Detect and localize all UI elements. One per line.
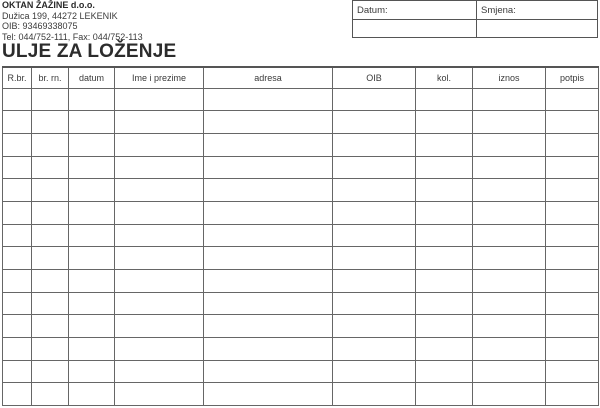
table-cell-adresa[interactable] — [204, 360, 333, 383]
table-row — [3, 360, 599, 383]
table-row — [3, 270, 599, 293]
table-cell-oib[interactable] — [333, 111, 416, 134]
table-cell-rbr[interactable] — [3, 247, 32, 270]
table-cell-rbr[interactable] — [3, 201, 32, 224]
table-cell-oib[interactable] — [333, 179, 416, 202]
table-cell-adresa[interactable] — [204, 224, 333, 247]
table-cell-kol[interactable] — [416, 156, 473, 179]
table-cell-datum[interactable] — [69, 111, 115, 134]
table-row — [3, 292, 599, 315]
table-cell-adresa[interactable] — [204, 156, 333, 179]
table-cell-datum[interactable] — [69, 224, 115, 247]
table-cell-rbr[interactable] — [3, 360, 32, 383]
column-header-kol: kol. — [416, 67, 473, 88]
column-header-rbr: R.br. — [3, 67, 32, 88]
table-cell-potpis[interactable] — [546, 383, 599, 406]
company-address: Dužica 199, 44272 LEKENIK — [2, 10, 118, 21]
table-cell-iznos[interactable] — [473, 270, 546, 293]
table-cell-ime-prezime[interactable] — [115, 315, 204, 338]
table-cell-ime-prezime[interactable] — [115, 111, 204, 134]
date-shift-divider — [476, 1, 477, 37]
table-cell-iznos[interactable] — [473, 338, 546, 361]
table-cell-kol[interactable] — [416, 224, 473, 247]
table-cell-br-rn[interactable] — [32, 88, 69, 111]
table-cell-kol[interactable] — [416, 315, 473, 338]
table-cell-rbr[interactable] — [3, 292, 32, 315]
table-cell-iznos[interactable] — [473, 88, 546, 111]
table-cell-adresa[interactable] — [204, 338, 333, 361]
table-cell-oib[interactable] — [333, 270, 416, 293]
table-cell-adresa[interactable] — [204, 179, 333, 202]
table-cell-potpis[interactable] — [546, 292, 599, 315]
table-header-row — [3, 67, 599, 88]
table-cell-iznos[interactable] — [473, 247, 546, 270]
table-cell-oib[interactable] — [333, 201, 416, 224]
table-cell-potpis[interactable] — [546, 224, 599, 247]
table-cell-kol[interactable] — [416, 133, 473, 156]
date-shift-box — [352, 0, 598, 38]
date-label: Datum: — [357, 5, 388, 16]
table-cell-oib[interactable] — [333, 224, 416, 247]
table-cell-ime-prezime[interactable] — [115, 201, 204, 224]
table-cell-potpis[interactable] — [546, 201, 599, 224]
table-cell-kol[interactable] — [416, 270, 473, 293]
table-cell-br-rn[interactable] — [32, 383, 69, 406]
table-cell-br-rn[interactable] — [32, 247, 69, 270]
table-row — [3, 315, 599, 338]
table-cell-iznos[interactable] — [473, 201, 546, 224]
table-cell-oib[interactable] — [333, 133, 416, 156]
table-cell-iznos[interactable] — [473, 111, 546, 134]
table-cell-br-rn[interactable] — [32, 338, 69, 361]
table-cell-oib[interactable] — [333, 247, 416, 270]
table-cell-adresa[interactable] — [204, 88, 333, 111]
column-header-oib: OIB — [333, 67, 416, 88]
table-cell-datum[interactable] — [69, 133, 115, 156]
table-row — [3, 111, 599, 134]
table-cell-ime-prezime[interactable] — [115, 133, 204, 156]
document-title: ULJE ZA LOŽENJE — [2, 41, 177, 62]
table-cell-datum[interactable] — [69, 156, 115, 179]
table-cell-adresa[interactable] — [204, 270, 333, 293]
table-row — [3, 156, 599, 179]
table-cell-br-rn[interactable] — [32, 179, 69, 202]
table-cell-br-rn[interactable] — [32, 133, 69, 156]
table-cell-potpis[interactable] — [546, 315, 599, 338]
table-cell-iznos[interactable] — [473, 179, 546, 202]
table-cell-potpis[interactable] — [546, 247, 599, 270]
table-cell-kol[interactable] — [416, 201, 473, 224]
table-cell-oib[interactable] — [333, 88, 416, 111]
table-cell-kol[interactable] — [416, 111, 473, 134]
table-cell-iznos[interactable] — [473, 156, 546, 179]
table-cell-br-rn[interactable] — [32, 270, 69, 293]
table-cell-ime-prezime[interactable] — [115, 270, 204, 293]
table-body — [3, 88, 599, 406]
table-cell-ime-prezime[interactable] — [115, 338, 204, 361]
table-cell-datum[interactable] — [69, 201, 115, 224]
table-cell-oib[interactable] — [333, 292, 416, 315]
table-cell-rbr[interactable] — [3, 88, 32, 111]
table-cell-rbr[interactable] — [3, 383, 32, 406]
table-cell-br-rn[interactable] — [32, 224, 69, 247]
table-row — [3, 224, 599, 247]
table-cell-datum[interactable] — [69, 88, 115, 111]
table-cell-potpis[interactable] — [546, 111, 599, 134]
table-cell-kol[interactable] — [416, 360, 473, 383]
table-cell-potpis[interactable] — [546, 156, 599, 179]
column-header-ime-prezime: Ime i prezime — [115, 67, 204, 88]
table-cell-kol[interactable] — [416, 88, 473, 111]
table-cell-iznos[interactable] — [473, 383, 546, 406]
table-cell-br-rn[interactable] — [32, 360, 69, 383]
company-oib: OIB: 93469338075 — [2, 21, 78, 31]
table-cell-rbr[interactable] — [3, 315, 32, 338]
table-row — [3, 88, 599, 111]
table-cell-datum[interactable] — [69, 360, 115, 383]
table-cell-ime-prezime[interactable] — [115, 88, 204, 111]
column-header-br-rn: br. rn. — [32, 67, 69, 88]
table-cell-kol[interactable] — [416, 338, 473, 361]
table-cell-datum[interactable] — [69, 292, 115, 315]
table-cell-rbr[interactable] — [3, 270, 32, 293]
table-cell-adresa[interactable] — [204, 292, 333, 315]
date-shift-label-row — [353, 1, 597, 20]
table-cell-br-rn[interactable] — [32, 201, 69, 224]
table-cell-datum[interactable] — [69, 315, 115, 338]
table-cell-br-rn[interactable] — [32, 292, 69, 315]
company-contact: Tel: 044/752-111, Fax: 044/752-113 — [2, 31, 143, 42]
table-cell-rbr[interactable] — [3, 179, 32, 202]
table-cell-ime-prezime[interactable] — [115, 383, 204, 406]
table-cell-oib[interactable] — [333, 383, 416, 406]
table-cell-rbr[interactable] — [3, 133, 32, 156]
table-cell-adresa[interactable] — [204, 315, 333, 338]
table-row — [3, 133, 599, 156]
table-row — [3, 247, 599, 270]
table-cell-potpis[interactable] — [546, 360, 599, 383]
table-cell-potpis[interactable] — [546, 270, 599, 293]
table-cell-br-rn[interactable] — [32, 156, 69, 179]
table-cell-potpis[interactable] — [546, 338, 599, 361]
table-row — [3, 179, 599, 202]
table-cell-datum[interactable] — [69, 383, 115, 406]
table-cell-iznos[interactable] — [473, 360, 546, 383]
table-cell-adresa[interactable] — [204, 247, 333, 270]
table-cell-oib[interactable] — [333, 360, 416, 383]
table-cell-rbr[interactable] — [3, 111, 32, 134]
table-cell-br-rn[interactable] — [32, 111, 69, 134]
table-cell-ime-prezime[interactable] — [115, 224, 204, 247]
table-cell-datum[interactable] — [69, 247, 115, 270]
table-cell-kol[interactable] — [416, 292, 473, 315]
company-header — [2, 0, 143, 42]
table-cell-datum[interactable] — [69, 270, 115, 293]
table-cell-datum[interactable] — [69, 338, 115, 361]
table-cell-oib[interactable] — [333, 315, 416, 338]
table-cell-oib[interactable] — [333, 338, 416, 361]
table-cell-ime-prezime[interactable] — [115, 247, 204, 270]
column-header-adresa: adresa — [204, 67, 333, 88]
table-cell-datum[interactable] — [69, 179, 115, 202]
table-cell-rbr[interactable] — [3, 156, 32, 179]
column-header-iznos: iznos — [473, 67, 546, 88]
table-cell-iznos[interactable] — [473, 315, 546, 338]
table-cell-potpis[interactable] — [546, 88, 599, 111]
table-cell-ime-prezime[interactable] — [115, 179, 204, 202]
table-cell-iznos[interactable] — [473, 133, 546, 156]
table-cell-kol[interactable] — [416, 247, 473, 270]
table-cell-adresa[interactable] — [204, 133, 333, 156]
table-cell-ime-prezime[interactable] — [115, 292, 204, 315]
column-header-potpis: potpis — [546, 67, 599, 88]
table-cell-kol[interactable] — [416, 383, 473, 406]
table-cell-adresa[interactable] — [204, 111, 333, 134]
table-cell-ime-prezime[interactable] — [115, 156, 204, 179]
table-cell-br-rn[interactable] — [32, 315, 69, 338]
table-row — [3, 201, 599, 224]
table-cell-ime-prezime[interactable] — [115, 360, 204, 383]
table-cell-adresa[interactable] — [204, 201, 333, 224]
fuel-log-table — [2, 66, 599, 406]
table-row — [3, 383, 599, 406]
table-cell-potpis[interactable] — [546, 133, 599, 156]
column-header-datum: datum — [69, 67, 115, 88]
table-cell-rbr[interactable] — [3, 338, 32, 361]
shift-label: Smjena: — [481, 5, 516, 16]
table-cell-kol[interactable] — [416, 179, 473, 202]
table-cell-iznos[interactable] — [473, 292, 546, 315]
table-cell-potpis[interactable] — [546, 179, 599, 202]
company-name: OKTAN ŽAŽINE d.o.o. — [2, 0, 95, 10]
table-row — [3, 338, 599, 361]
table-cell-rbr[interactable] — [3, 224, 32, 247]
table-cell-adresa[interactable] — [204, 383, 333, 406]
table-cell-oib[interactable] — [333, 156, 416, 179]
table-cell-iznos[interactable] — [473, 224, 546, 247]
